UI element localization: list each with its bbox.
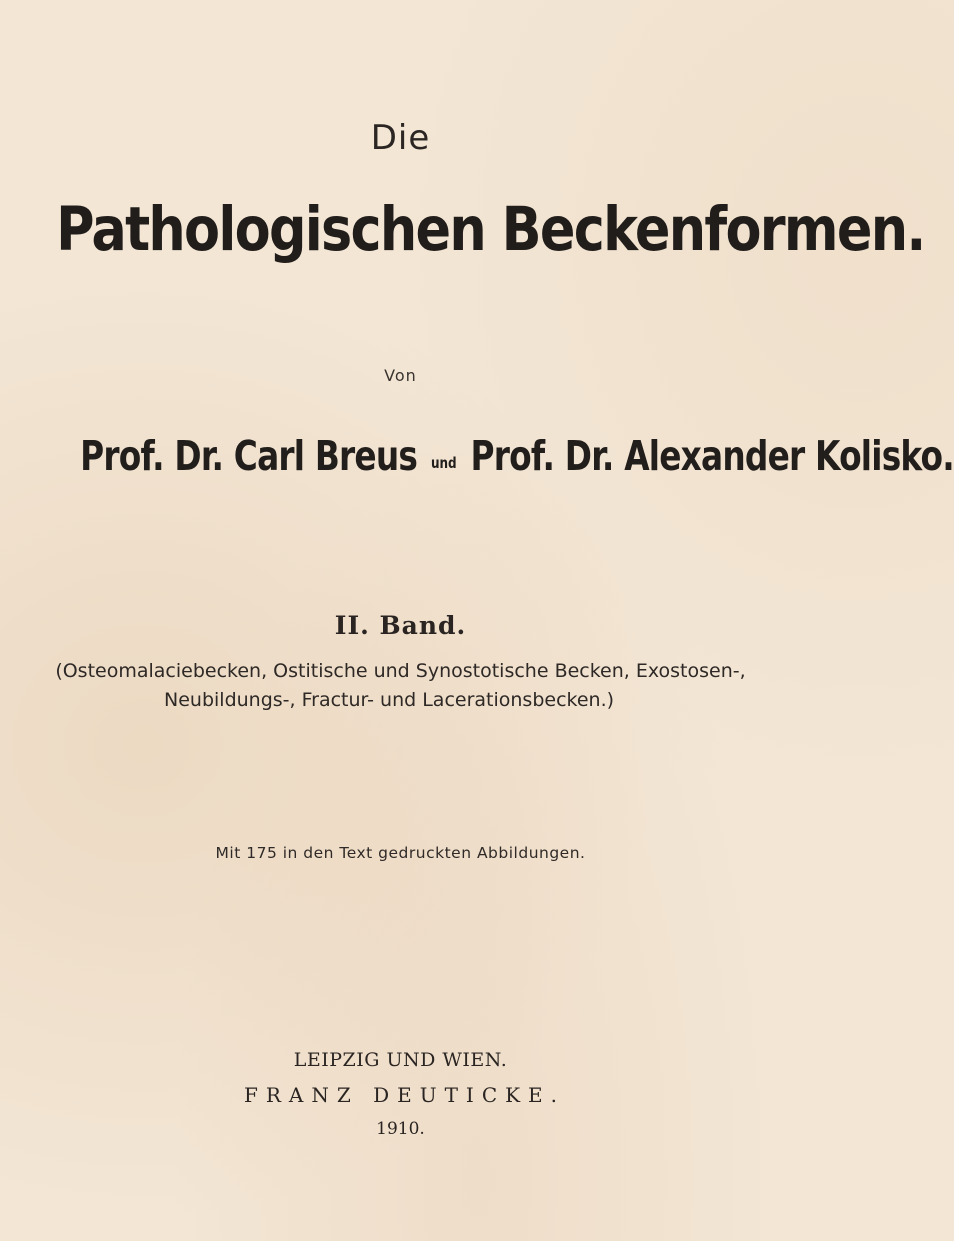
conjunction: und — [430, 454, 457, 472]
publication-place: LEIPZIG UND WIEN. — [293, 1049, 508, 1071]
author-1: Prof. Dr. Carl Breus — [80, 432, 418, 480]
illustrations-note: Mit 175 in den Text gedruckten Abbildungen. — [215, 844, 586, 862]
subtitle-line-1: (Osteomalaciebecken, Ostitische und Synostotische Becken, Exostosen-, — [55, 660, 746, 682]
volume-label: II. Band. — [334, 611, 467, 640]
publisher-name: FRANZ DEUTICKE. — [243, 1083, 566, 1107]
author-2: Prof. Dr. Alexander Kolisko. — [470, 432, 954, 480]
title-article: Die — [370, 118, 431, 158]
main-title: Pathologischen Beckenformen. — [56, 194, 925, 265]
authors-line — [80, 432, 954, 480]
subtitle-line-2: Neubildungs-, Fractur- und Lacerationsbecken.) — [164, 689, 615, 711]
by-label: Von — [384, 366, 417, 385]
publication-year: 1910. — [376, 1119, 425, 1139]
